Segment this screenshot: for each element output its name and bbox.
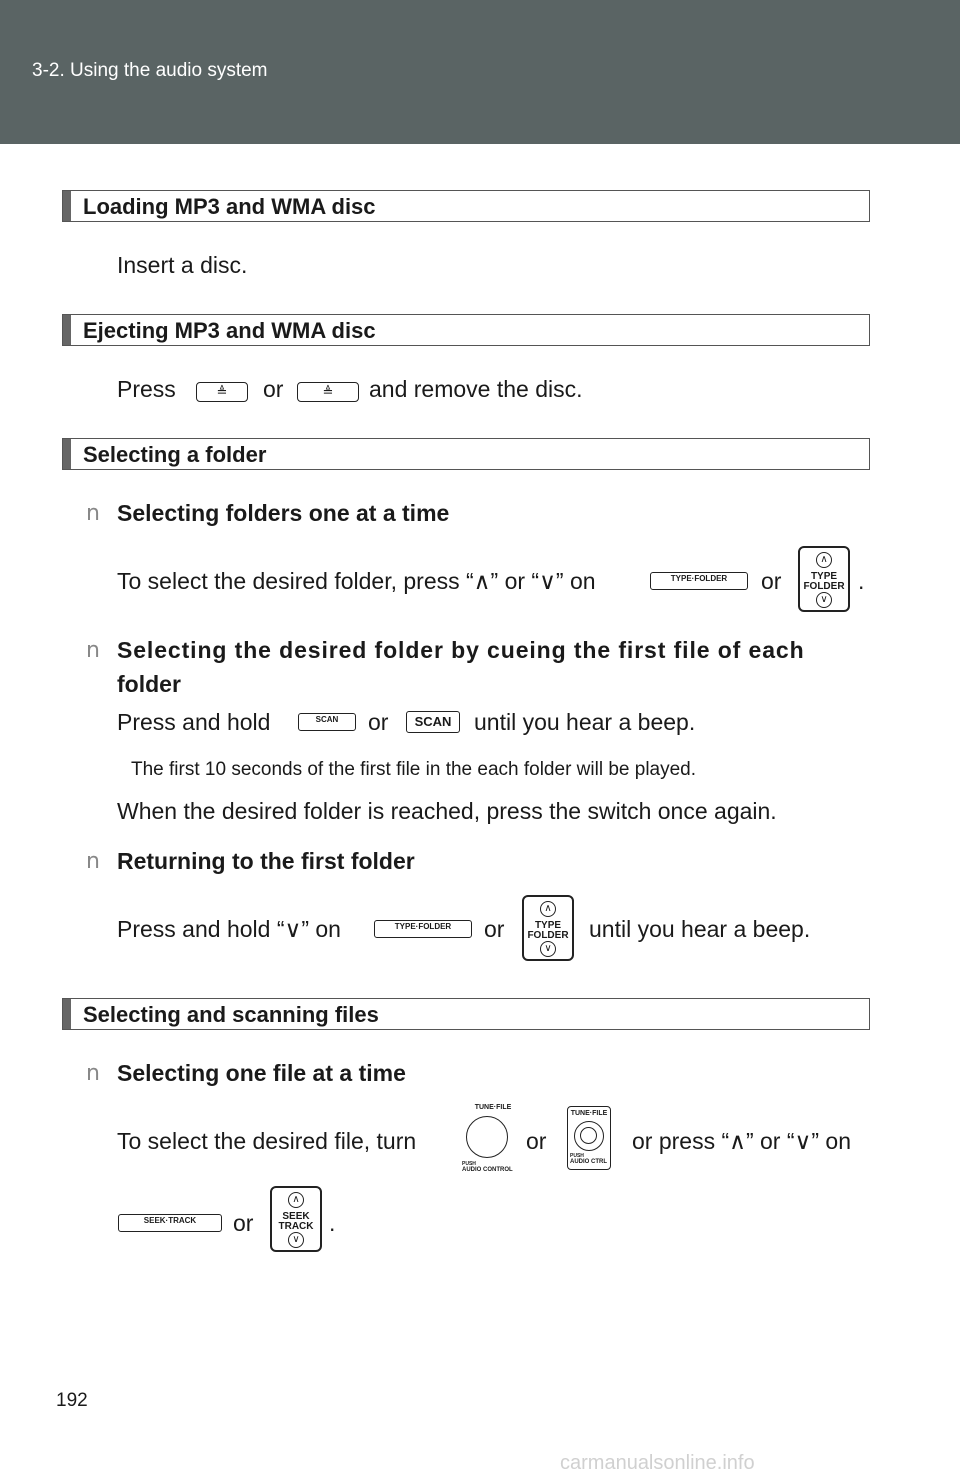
seek-track-vertical-button bbox=[270, 1186, 322, 1252]
note-text: The first 10 seconds of the first file in the each folder will be played. bbox=[131, 759, 697, 780]
subheading-one-file: Selecting one file at a time bbox=[117, 1060, 406, 1086]
loading-text: Insert a disc. bbox=[117, 252, 248, 278]
button-label: SEEK bbox=[282, 1211, 310, 1222]
eject-icon: ≜ bbox=[322, 384, 334, 399]
or-label: or bbox=[368, 709, 389, 735]
section-title: Selecting and scanning files bbox=[83, 1002, 379, 1027]
or-label: or bbox=[263, 376, 284, 402]
after-text: When the desired folder is reached, press the switch once again. bbox=[117, 798, 777, 824]
button-label: FOLDER bbox=[527, 930, 569, 941]
or-label: or bbox=[484, 916, 505, 942]
type-folder-rocker-button bbox=[374, 920, 472, 938]
subheading-folders-one: Selecting folders one at a time bbox=[117, 500, 450, 526]
up-arrow-icon: ∧ bbox=[540, 901, 556, 917]
tune-file-panel-knob bbox=[567, 1106, 611, 1170]
knob-label: PUSH bbox=[462, 1161, 476, 1167]
section-breadcrumb: 3-2. Using the audio system bbox=[32, 60, 268, 81]
press-label: Press bbox=[117, 376, 176, 402]
scan-button-large bbox=[406, 711, 460, 733]
bullet-icon: n bbox=[86, 1061, 100, 1086]
button-label: FOLDER bbox=[803, 581, 845, 592]
section-title: Selecting a folder bbox=[83, 442, 267, 467]
folder-instruction: To select the desired folder, press “∧” or “∨” on bbox=[117, 568, 596, 594]
knob-label: AUDIO CONTROL bbox=[462, 1167, 513, 1173]
knob-dial-icon bbox=[574, 1121, 604, 1151]
down-arrow-icon: ∨ bbox=[816, 592, 832, 608]
type-folder-vertical-button bbox=[522, 895, 574, 961]
press-hold-label: Press and hold bbox=[117, 709, 271, 735]
page-number: 192 bbox=[56, 1390, 88, 1411]
eject-button-large bbox=[297, 382, 359, 402]
knob-label: TUNE·FILE bbox=[570, 1110, 608, 1117]
down-arrow-icon: ∨ bbox=[540, 941, 556, 957]
bullet-icon: n bbox=[86, 501, 100, 526]
section-heading-files bbox=[62, 998, 870, 1030]
scan-button-small bbox=[298, 713, 356, 731]
return-instruction: Press and hold “∨” on bbox=[117, 916, 341, 942]
section-title: Loading MP3 and WMA disc bbox=[83, 194, 376, 219]
button-label: TYPE·FOLDER bbox=[670, 574, 728, 583]
button-label: TYPE·FOLDER bbox=[394, 922, 452, 931]
button-label: SCAN bbox=[414, 714, 452, 729]
section-heading-ejecting bbox=[62, 314, 870, 346]
button-label: TRACK bbox=[278, 1221, 314, 1232]
eject-button-small bbox=[196, 382, 248, 402]
tune-file-knob bbox=[462, 1104, 524, 1174]
scan-rest: until you hear a beep. bbox=[474, 709, 696, 735]
button-label: TYPE bbox=[534, 920, 562, 931]
or-label: or bbox=[233, 1210, 254, 1236]
knob-label: PUSH bbox=[570, 1153, 584, 1159]
up-arrow-icon: ∧ bbox=[288, 1192, 304, 1208]
knob-label: TUNE·FILE bbox=[474, 1104, 512, 1111]
page-header bbox=[0, 0, 960, 144]
up-arrow-icon: ∧ bbox=[816, 552, 832, 568]
period: . bbox=[858, 568, 865, 594]
seek-track-rocker-button bbox=[118, 1214, 222, 1232]
watermark: carmanualsonline.info bbox=[560, 1452, 755, 1474]
type-folder-vertical-button bbox=[798, 546, 850, 612]
subheading-cue-line2: folder bbox=[117, 671, 181, 697]
section-heading-loading bbox=[62, 190, 870, 222]
eject-icon: ≜ bbox=[216, 384, 228, 399]
section-heading-folder bbox=[62, 438, 870, 470]
type-folder-rocker-button bbox=[650, 572, 748, 590]
knob-label: AUDIO CTRL bbox=[570, 1159, 607, 1165]
or-label: or bbox=[761, 568, 782, 594]
period: . bbox=[329, 1210, 336, 1236]
file-instruction: To select the desired file, turn bbox=[117, 1128, 417, 1154]
subheading-cue-line1: Selecting the desired folder by cueing the first file of each bbox=[117, 637, 805, 663]
section-title: Ejecting MP3 and WMA disc bbox=[83, 318, 376, 343]
bullet-icon: n bbox=[86, 638, 100, 663]
return-rest: until you hear a beep. bbox=[589, 916, 811, 942]
button-label: SCAN bbox=[315, 715, 339, 724]
button-label: TYPE bbox=[810, 571, 838, 582]
bullet-icon: n bbox=[86, 849, 100, 874]
or-label: or bbox=[526, 1128, 547, 1154]
knob-dial-icon bbox=[466, 1116, 508, 1158]
file-instruction-b: or press “∧” or “∨” on bbox=[632, 1128, 851, 1154]
eject-rest: and remove the disc. bbox=[369, 376, 583, 402]
button-label: SEEK·TRACK bbox=[143, 1216, 197, 1225]
down-arrow-icon: ∨ bbox=[288, 1232, 304, 1248]
subheading-return-first: Returning to the first folder bbox=[117, 848, 415, 874]
